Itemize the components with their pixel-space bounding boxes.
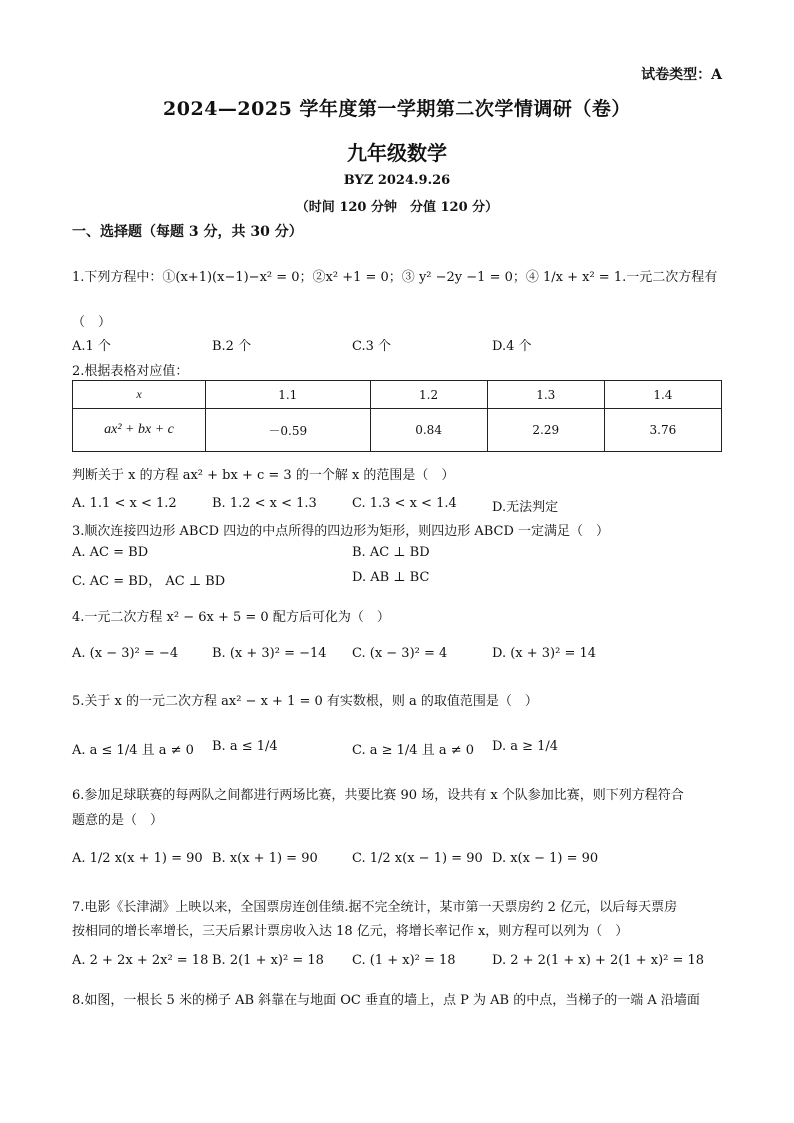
table-cell: 1.2 bbox=[370, 381, 487, 409]
table-cell: 1.4 bbox=[604, 381, 721, 409]
table-cell: 1.3 bbox=[487, 381, 604, 409]
q7-option-d: D. 2 + 2(1 + x) + 2(1 + x)² = 18 bbox=[492, 953, 705, 968]
q2-option-c: C. 1.3 < x < 1.4 bbox=[352, 496, 457, 511]
q6-option-b: B. x(x + 1) = 90 bbox=[212, 851, 318, 866]
q7-option-c: C. (1 + x)² = 18 bbox=[352, 953, 456, 968]
q7-option-b: B. 2(1 + x)² = 18 bbox=[212, 953, 324, 968]
q5-option-b: B. a ≤ 1/4 bbox=[212, 739, 278, 754]
table-cell: －0.59 bbox=[206, 409, 371, 452]
q2-stem: 2.根据表格对应值： bbox=[72, 364, 189, 379]
q2-option-b: B. 1.2 < x < 1.3 bbox=[212, 496, 317, 511]
value-table bbox=[72, 380, 722, 452]
q1-option-d: D.4 个 bbox=[492, 339, 532, 354]
exam-title: 2024—2025 学年度第一学期第二次学情调研（卷） bbox=[163, 98, 631, 120]
q1-option-c: C.3 个 bbox=[352, 339, 392, 354]
q6-option-c: C. 1/2 x(x − 1) = 90 bbox=[352, 851, 483, 866]
q2-option-a: A. 1.1 < x < 1.2 bbox=[72, 496, 177, 511]
q6-stem-line2: 题意的是（ ） bbox=[72, 813, 164, 828]
q5-option-d: D. a ≥ 1/4 bbox=[492, 739, 559, 754]
q6-option-a: A. 1/2 x(x + 1) = 90 bbox=[72, 851, 203, 866]
paper-type: 试卷类型：A bbox=[641, 67, 722, 83]
table-cell: 1.1 bbox=[206, 381, 371, 409]
q7-stem-line2: 按相同的增长率增长，三天后累计票房收入达 18 亿元，将增长率记作 x，则方程可以列为（ ） bbox=[72, 924, 629, 939]
q4-option-d: D. (x + 3)² = 14 bbox=[492, 646, 597, 661]
q2-option-d: D.无法判定 bbox=[492, 500, 559, 515]
q4-option-b: B. (x + 3)² = −14 bbox=[212, 646, 327, 661]
q1-option-a: A.1 个 bbox=[72, 339, 111, 354]
table-row bbox=[73, 381, 722, 409]
table-row bbox=[73, 409, 722, 452]
q3-option-a: A. AC = BD bbox=[72, 545, 149, 560]
q3-stem: 3.顺次连接四边形 ABCD 四边的中点所得的四边形为矩形，则四边形 ABCD 一定满足（ ） bbox=[72, 524, 610, 539]
subject-title: 九年级数学 bbox=[347, 141, 447, 165]
exam-code: BYZ 2024.9.26 bbox=[343, 173, 451, 188]
q4-option-c: C. (x − 3)² = 4 bbox=[352, 646, 448, 661]
q5-option-c: C. a ≥ 1/4 且 a ≠ 0 bbox=[352, 743, 475, 758]
q3-option-b: B. AC ⊥ BD bbox=[352, 545, 430, 560]
section-heading: 一、选择题（每题 3 分，共 30 分） bbox=[72, 224, 303, 240]
table-cell: x bbox=[73, 381, 206, 409]
q1-option-b: B.2 个 bbox=[212, 339, 252, 354]
q6-stem-line1: 6.参加足球联赛的每两队之间都进行两场比赛，共要比赛 90 场，设共有 x 个队参加比赛，则下列方程符合 bbox=[72, 788, 684, 803]
q6-option-d: D. x(x − 1) = 90 bbox=[492, 851, 599, 866]
q3-option-d: D. AB ⊥ BC bbox=[352, 570, 430, 585]
q8-stem: 8.如图，一根长 5 米的梯子 AB 斜靠在与地面 OC 垂直的墙上，点 P 为 AB 的中点，当梯子的一端 A 沿墙面 bbox=[72, 993, 700, 1008]
table-cell: 0.84 bbox=[370, 409, 487, 452]
table-cell: 2.29 bbox=[487, 409, 604, 452]
q4-option-a: A. (x − 3)² = −4 bbox=[72, 646, 179, 661]
q5-stem: 5.关于 x 的一元二次方程 ax² − x + 1 = 0 有实数根，则 a 的取值范围是（ ） bbox=[72, 694, 538, 709]
q7-option-a: A. 2 + 2x + 2x² = 18 bbox=[72, 953, 209, 968]
q1-stem: 1.下列方程中：①(x+1)(x−1)−x² = 0；②x² +1 = 0；③ y² −2y −1 = 0；④ 1/x + x² = 1.一元二次方程有 bbox=[72, 270, 718, 285]
q7-stem-line1: 7.电影《长津湖》上映以来，全国票房连创佳绩.据不完全统计，某市第一天票房约 2 亿元，以后每天票房 bbox=[72, 900, 678, 915]
table-cell: 3.76 bbox=[604, 409, 721, 452]
table-cell: ax² + bx + c bbox=[73, 409, 206, 452]
q4-stem: 4.一元二次方程 x² − 6x + 5 = 0 配方后可化为（ ） bbox=[72, 610, 390, 625]
q1-paren: （ ） bbox=[72, 315, 112, 330]
q5-option-a: A. a ≤ 1/4 且 a ≠ 0 bbox=[72, 743, 194, 758]
time-score: （时间 120 分钟 分值 120 分） bbox=[295, 200, 499, 215]
q2-question: 判断关于 x 的方程 ax² + bx + c = 3 的一个解 x 的范围是（ ） bbox=[72, 468, 455, 483]
q3-option-c: C. AC = BD， AC ⊥ BD bbox=[72, 574, 226, 589]
